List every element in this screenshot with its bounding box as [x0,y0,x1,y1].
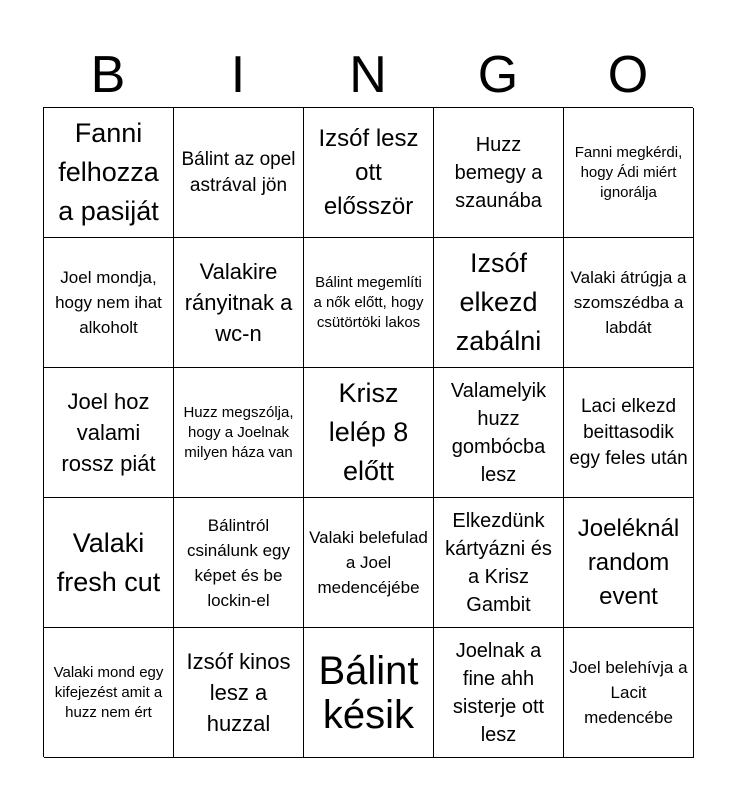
bingo-cell-text: Izsóf lesz ott elősször [318,124,419,220]
bingo-cell-text: Bálint megemlíti a nők előtt, hogy csütörtöki lakos [313,273,424,331]
bingo-cell-1-3[interactable] [304,108,434,238]
bingo-cell-1-1[interactable] [44,108,174,238]
bingo-cell-text: Valaki átrúgja a szomszédba a labdát [570,268,687,337]
bingo-cell-1-5[interactable] [564,108,694,238]
bingo-cell-3-4[interactable] [434,368,564,498]
header-letter-n: N [349,46,387,104]
bingo-cell-text: Fanni megkérdi, hogy Ádi miért ignorálja [574,143,683,201]
bingo-cell-text: Laci elkezd beittasodik egy feles után [569,395,688,469]
bingo-cell-text: Bálint az opel astrával jön [181,148,296,196]
bingo-cell-text: Bálintról csinálunk egy képet és be lockin-el [186,515,290,610]
bingo-cell-text: Joelnak a fine ahh sisterje ott lesz [452,639,545,746]
bingo-cell-4-5[interactable] [564,498,694,628]
bingo-cell-5-3[interactable] [304,628,434,758]
bingo-cell-text: Valamelyik huzz gombócba lesz [450,379,547,486]
bingo-cell-3-5[interactable] [564,368,694,498]
bingo-cell-text: Bálint késik [318,648,419,737]
bingo-cell-5-4[interactable] [434,628,564,758]
bingo-cell-4-3[interactable] [304,498,434,628]
bingo-card-grid [43,107,693,757]
bingo-cell-text: Joel hoz valami rossz piát [61,389,156,476]
bingo-cell-3-2[interactable] [174,368,304,498]
bingo-cell-text: Izsóf kinos lesz a huzzal [186,649,291,736]
bingo-cell-1-4[interactable] [434,108,564,238]
bingo-cell-5-5[interactable] [564,628,694,758]
header-letter-b: B [90,46,126,104]
bingo-cell-text: Fanni felhozza a pasiját [58,118,159,226]
bingo-cell-text: Valaki fresh cut [56,527,161,597]
bingo-header [43,44,693,106]
bingo-cell-2-5[interactable] [564,238,694,368]
bingo-cell-5-2[interactable] [174,628,304,758]
bingo-cell-text: Huzz bemegy a szaunába [454,133,543,212]
bingo-cell-5-1[interactable] [44,628,174,758]
bingo-cell-text: Krisz lelép 8 előtt [328,378,409,486]
bingo-cell-4-2[interactable] [174,498,304,628]
bingo-cell-text: Valakire rányitnak a wc-n [184,259,293,346]
bingo-cell-text: Joeléknál random event [577,514,680,610]
bingo-cell-1-2[interactable] [174,108,304,238]
bingo-cell-text: Valaki mond egy kifejezést amit a huzz nem ért [53,663,164,721]
bingo-cell-text: Izsóf elkezd zabálni [455,248,542,356]
header-letter-o: O [607,46,649,104]
bingo-cell-2-3[interactable] [304,238,434,368]
header-letter-i: I [230,46,246,104]
bingo-cell-text: Huzz megszólja, hogy a Joelnak milyen háza van [183,403,294,461]
bingo-cell-2-2[interactable] [174,238,304,368]
bingo-cell-text: Joel belehívja a Lacit medencébe [569,658,688,727]
bingo-cell-text: Elkezdünk kártyázni és a Krisz Gambit [445,509,552,616]
bingo-cell-2-1[interactable] [44,238,174,368]
bingo-cell-3-3[interactable] [304,368,434,498]
bingo-cell-2-4[interactable] [434,238,564,368]
bingo-cell-3-1[interactable] [44,368,174,498]
bingo-cell-text: Valaki belefulad a Joel medencéjébe [309,528,428,597]
bingo-cell-4-1[interactable] [44,498,174,628]
bingo-cell-4-4[interactable] [434,498,564,628]
header-letter-g: G [477,46,519,104]
bingo-cell-text: Joel mondja, hogy nem ihat alkoholt [55,268,162,337]
